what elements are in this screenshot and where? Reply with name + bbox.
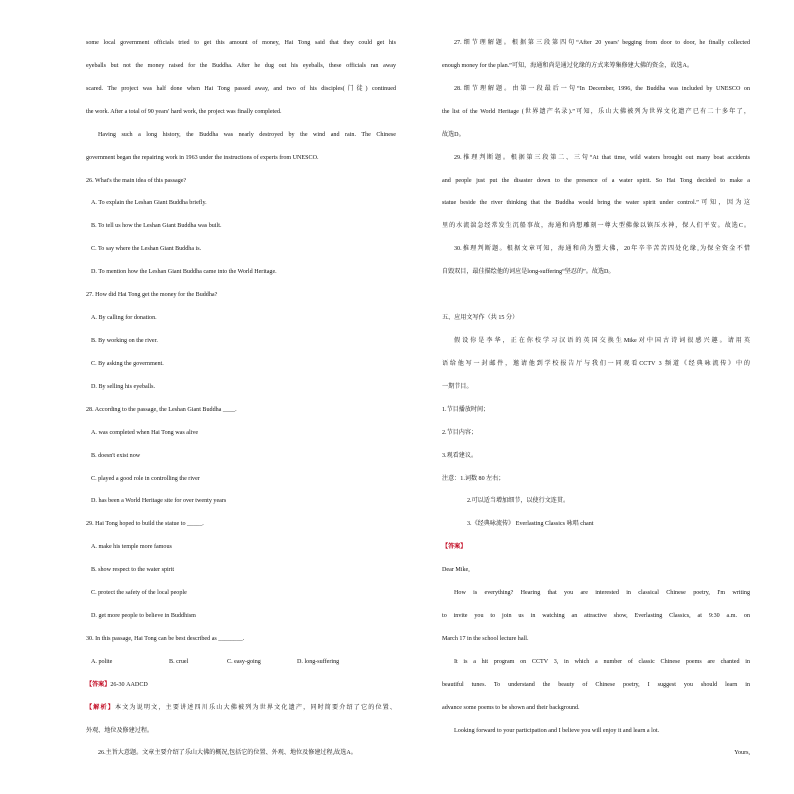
note-line: 3.《经典咏流传》 Everlasting Classics 咏唱 chant [467,521,594,527]
letter-line: advance some poems to be shown and their background. [442,705,580,711]
question-26-option-b: B. To tell us how the Leshan Giant Buddha was built. [91,223,222,229]
explanation-line: the list of the World Heritage (世界遗产名录).”可知，乐山大佛被列为世界文化遗产已有二十多年了， [442,109,750,115]
analysis-line [86,704,396,712]
question-29-stem: 29. Hai Tong hoped to build the statue to _____. [86,521,204,527]
passage-line: some local government officials tried to get this amount of money, Hai Tong said that they could get his [86,40,396,46]
question-27-option-a: A. By calling for donation. [91,315,157,321]
analysis-text: 本文为说明文，主要讲述四川乐山大佛被列为世界文化遗产，同时简要介绍了它的位置、 [114,705,397,711]
question-27-option-b: B. By working on the river. [91,338,158,344]
question-27-stem: 27. How did Hai Tong get the money for the Buddha? [86,292,218,298]
question-30-option-a: A. polite [91,659,113,665]
analysis-line: 外观、地位及修建过程。 [86,728,154,734]
question-30-options [86,658,339,666]
explanation-line: 里的水流湍急经常发生沉船事故，海通和尚想雕刻一尊大型佛像以镇压水神，保人们平安。故选C。 [442,223,750,229]
answer-tag: 【答案】 [442,544,467,550]
answer-text: 26-30 AADCD [110,682,148,688]
explanation-line: statue beside the river thinking that the Buddha would bring the water spirit under control.”可知，因为这 [442,200,750,206]
note-line: 2.可以适当增加细节，以使行文连贯。 [467,498,570,504]
question-26-option-d: D. To mention how the Leshan Giant Buddha came into the World Heritage. [91,269,277,275]
letter-line: to invite you to join us in watching an attractive show, Everlasting Classics, at 9:30 a.m. on [442,613,750,619]
explanation-line: 自毁双目，最佳描绘他的词应是long-suffering“坚忍的”。故选D。 [442,269,615,275]
analysis-line: 26.主旨大意题。文章主要介绍了乐山大佛的概况,包括它的位置、外观、地位及修建过程,故选A。 [98,750,357,756]
letter-closing: Yours, [734,750,750,756]
question-27-option-d: D. By selling his eyeballs. [91,384,155,390]
question-28-option-c: C. played a good role in controlling the river [91,476,200,482]
explanation-line: 29.推理判断题。根据第三段第二、三句“At that time, wild waters brought out many boat accidents [454,155,750,161]
letter-line: How is everything? Hearing that you are interested in classical Chinese poetry, I'm writing [454,590,750,596]
question-29-option-b: B. show respect to the water spirit [91,567,175,573]
letter-greeting: Dear Mike, [442,567,470,573]
point-item: 1.节目播放时间； [442,407,490,413]
question-28-option-a: A. was completed when Hai Tong was alive [91,430,199,436]
explanation-line: enough money for the plan.”可知，海通和尚是通过化缘的方式来筹集修建大佛的资金，故选A。 [442,63,694,69]
letter-line: Looking forward to your participation and I believe you will enjoy it and learn a lot. [454,728,660,734]
prompt-line: 假设你是李华，正在你校学习汉语的英国交换生Mike对中国古诗词很感兴趣。请用英 [454,338,750,344]
point-item: 3.观看建议。 [442,453,478,459]
question-26-option-c: C. To say where the Leshan Giant Buddha is. [91,246,202,252]
prompt-line: 一期节目。 [442,384,473,390]
question-30-stem: 30. In this passage, Hai Tong can be best described as ________. [86,636,245,642]
question-28-option-d: D. has been a World Heritage site for over twenty years [91,498,227,504]
question-30-option-c: C. easy-going [227,659,261,665]
passage-line: Having such a long history, the Buddha was nearly destroyed by the wind and rain. The Chinese [98,132,396,138]
explanation-line: 28.细节理解题。由第一段最后一句“In December, 1996, the Buddha was included by UNESCO on [454,86,750,92]
question-30-option-b: B. cruel [169,659,189,665]
question-28-stem: 28. According to the passage, the Leshan Giant Buddha ____. [86,407,237,413]
passage-line: eyeballs but not the money raised for the Buddha. After he dug out his eyeballs, these officials ran away [86,63,396,69]
question-26-stem: 26. What's the main idea of this passage? [86,178,187,184]
explanation-line: 30.推理判断题。根据文章可知，海通和尚为塑大佛，20年辛辛苦苦四处化缘,为保全资金不惜 [454,246,750,252]
answer-line [86,681,148,689]
question-29-option-c: C. protect the safety of the local people [91,590,187,596]
letter-line: March 17 in the school lecture hall. [442,636,529,642]
note-line: 注意：1.词数 80 左右； [442,476,505,482]
passage-line: the work. After a total of 90 years' hard work, the project was finally completed. [86,109,282,115]
analysis-tag: 【解析】 [86,705,115,711]
letter-line: beautiful tunes. To understand the beauty of Chinese poetry, I suggest you should learn in [442,682,750,688]
explanation-line: 27.细节理解题。根据第三段第四句“After 20 years' begging from door to door, he finally collected [454,40,750,46]
question-27-option-c: C. By asking the government. [91,361,164,367]
point-item: 2.节目内容； [442,430,478,436]
passage-line: scared. The project was half done when Hai Tong passed away, and two of his disciples(门徒) continued [86,86,396,92]
explanation-line: and people just put the disaster down to the presence of a water spirit. So Hai Tong decided to make a [442,178,750,184]
question-30-option-d: D. long-suffering [297,659,340,665]
prompt-line: 语给他写一封邮件，邀请他到学校报告厅与我们一同观看CCTV 3 频道《经典咏流传》中的 [442,361,750,367]
answer-tag: 【答案】 [86,682,111,688]
section-title: 五、应用文写作（共 15 分） [442,315,519,321]
question-26-option-a: A. To explain the Leshan Giant Buddha briefly. [91,200,207,206]
explanation-line: 故选D。 [442,132,465,138]
question-28-option-b: B. doesn't exist now [91,453,141,459]
question-29-option-d: D. get more people to believe in Buddhism [91,613,196,619]
passage-line: government began the repairing work in 1963 under the instructions of experts from UNESCO. [86,155,319,161]
letter-line: It is a hit program on CCTV 3, in which a number of classic Chinese poems are chanted in [454,659,750,665]
question-29-option-a: A. make his temple more famous [91,544,172,550]
